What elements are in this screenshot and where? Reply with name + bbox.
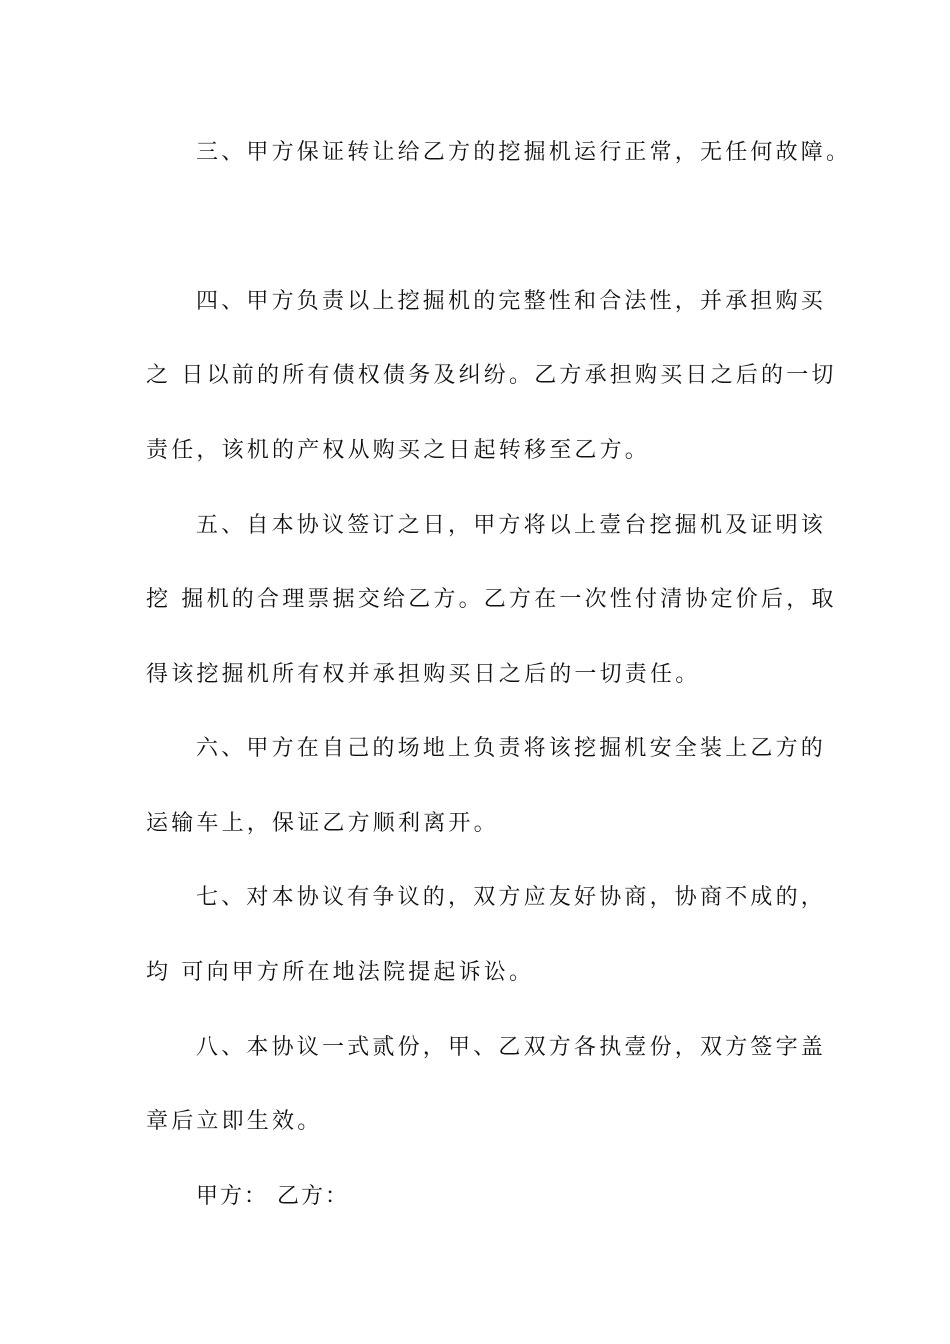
clause-4-line-3: 责任，该机的产权从购买之日起转移至乙方。 — [146, 438, 651, 463]
clause-8-line-1: 八、本协议一式贰份，甲、乙双方各执壹份，双方签字盖 — [196, 1035, 827, 1060]
clause-8-line-2: 章后立即生效。 — [146, 1109, 323, 1134]
clause-7-line-1: 七、对本协议有争议的，双方应友好协商，协商不成的， — [196, 885, 827, 910]
clause-6-line-1: 六、甲方在自己的场地上负责将该挖掘机安全装上乙方的 — [196, 736, 827, 761]
clause-3-line-1: 三、甲方保证转让给乙方的挖掘机运行正常，无任何故障。 — [196, 140, 852, 165]
clause-4-line-2: 之 日以前的所有债权债务及纠纷。乙方承担购买日之后的一切 — [146, 363, 837, 388]
clause-5-line-3: 得该挖掘机所有权并承担购买日之后的一切责任。 — [146, 662, 701, 687]
clause-4-line-1: 四、甲方负责以上挖掘机的完整性和合法性，并承担购买 — [196, 289, 827, 314]
clause-7-line-2: 均 可向甲方所在地法院提起诉讼。 — [146, 960, 535, 985]
signature-line: 甲方： 乙方： — [196, 1184, 349, 1209]
clause-5-line-1: 五、自本协议签订之日，甲方将以上壹台挖掘机及证明该 — [196, 513, 827, 538]
clause-5-line-2: 挖 掘机的合理票据交给乙方。乙方在一次性付清协定价后，取 — [146, 587, 837, 612]
clause-6-line-2: 运输车上，保证乙方顺利离开。 — [146, 811, 499, 836]
